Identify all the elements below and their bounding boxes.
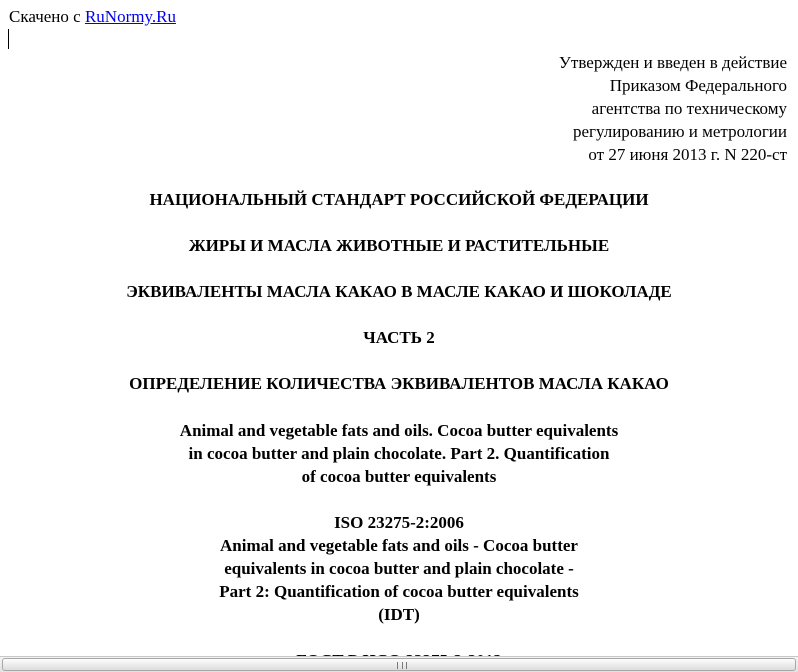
english-title (0, 419, 798, 488)
english-title-line: in cocoa butter and plain chocolate. Part 2. Quantification (188, 444, 610, 463)
title-heading: ЭКВИВАЛЕНТЫ МАСЛА КАКАО В МАСЛЕ КАКАО И ШОКОЛАДЕ (126, 282, 672, 301)
iso-code: ISO 23275-2:2006 (334, 513, 464, 532)
grip-icon (397, 662, 407, 669)
subject-heading: ЖИРЫ И МАСЛА ЖИВОТНЫЕ И РАСТИТЕЛЬНЫЕ (188, 236, 610, 255)
iso-line: equivalents in cocoa butter and plain chocolate - (224, 559, 574, 578)
text-cursor (8, 29, 9, 49)
subtitle-heading: ОПРЕДЕЛЕНИЕ КОЛИЧЕСТВА ЭКВИВАЛЕНТОВ МАСЛА КАКАО (129, 374, 669, 393)
scrollbar-thumb[interactable] (2, 658, 796, 671)
english-title-line: Animal and vegetable fats and oils. Cocoa butter equivalents (179, 421, 619, 440)
approval-line: регулированию и метрологии (572, 122, 787, 141)
approval-line: агентства по техническому (591, 99, 787, 118)
iso-line: Part 2: Quantification of cocoa butter equivalents (219, 582, 579, 601)
iso-line: (IDT) (378, 605, 420, 624)
source-link[interactable]: RuNormy.Ru (84, 7, 176, 26)
approval-block (559, 51, 787, 166)
approval-line: Приказом Федерального (609, 76, 787, 95)
english-title-line: of cocoa butter equivalents (301, 467, 497, 486)
source-prefix: Скачено с (9, 7, 85, 26)
horizontal-scrollbar[interactable] (0, 656, 798, 672)
iso-block (0, 511, 798, 626)
part-heading: ЧАСТЬ 2 (363, 328, 435, 347)
source-line (9, 5, 176, 28)
approval-line: от 27 июня 2013 г. N 220-ст (588, 145, 787, 164)
iso-line: Animal and vegetable fats and oils - Cocoa butter (220, 536, 578, 555)
standard-heading: НАЦИОНАЛЬНЫЙ СТАНДАРТ РОССИЙСКОЙ ФЕДЕРАЦИИ (149, 190, 649, 209)
approval-line: Утвержден и введен в действие (558, 53, 787, 72)
